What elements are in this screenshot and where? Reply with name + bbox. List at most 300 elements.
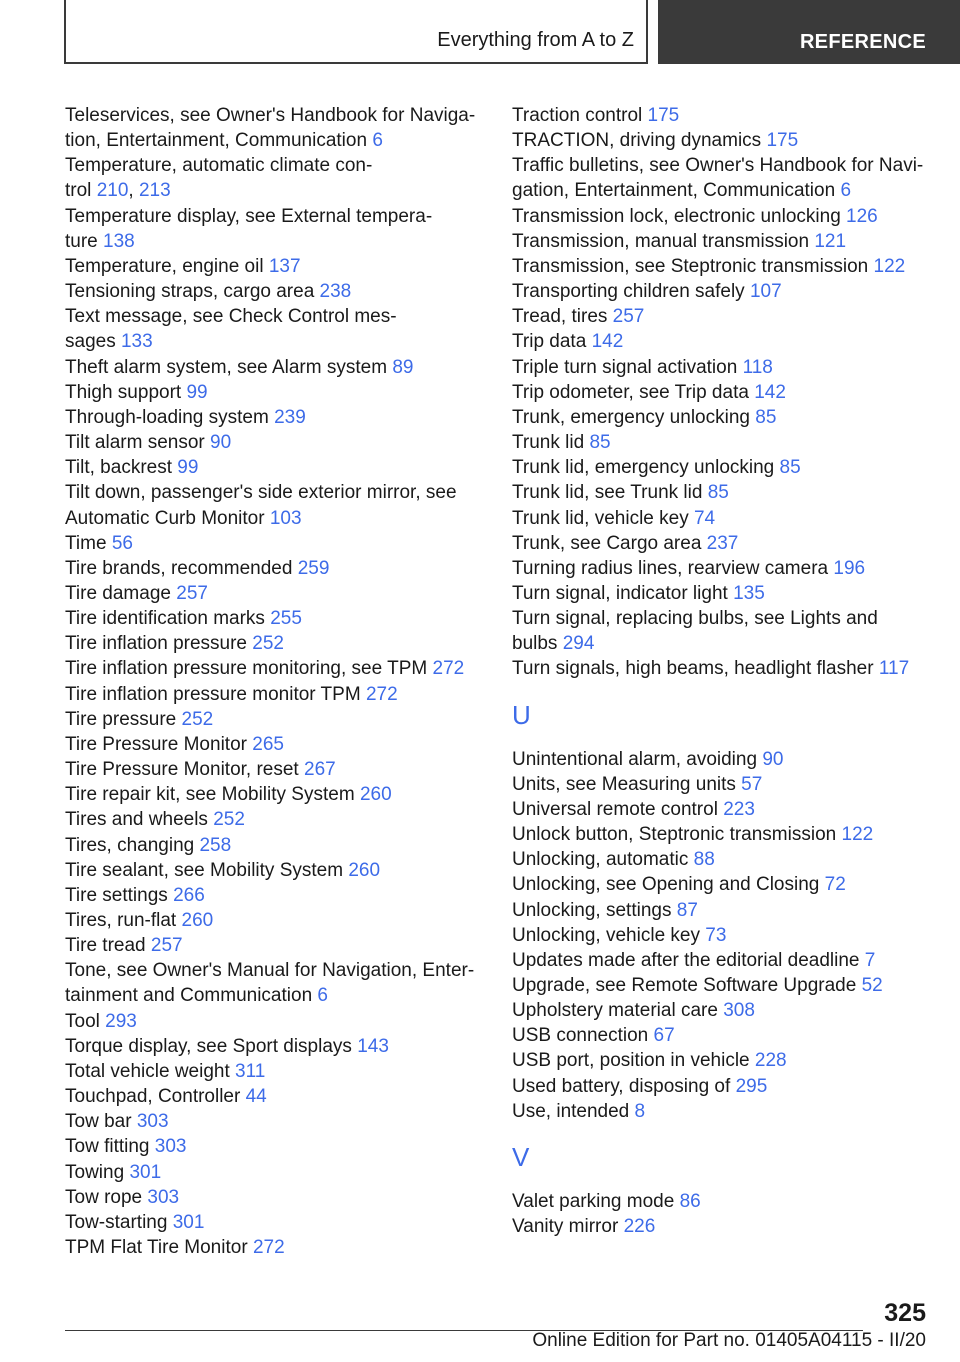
index-entry (512, 531, 942, 556)
index-entry-text: Used battery, disposing of (512, 1075, 731, 1097)
index-entry (512, 455, 942, 480)
page-link[interactable]: 6 (840, 180, 852, 202)
index-entry-text: Triple turn signal activation (512, 356, 738, 378)
index-entry-text: Touchpad, Controller (65, 1086, 241, 1108)
index-entry-line (65, 807, 485, 832)
index-entry (512, 898, 942, 923)
index-entry-line (65, 1185, 485, 1210)
index-entry (65, 1009, 485, 1034)
index-entry (512, 380, 942, 405)
page-link[interactable]: 295 (735, 1075, 768, 1097)
index-entry (512, 304, 942, 329)
page-link[interactable]: 121 (814, 230, 847, 252)
page-link[interactable]: 8 (634, 1100, 646, 1122)
index-entry-text: Tires and wheels (65, 809, 208, 831)
index-entry-line (512, 747, 942, 772)
page-link[interactable]: 6 (317, 985, 328, 1007)
index-entry (512, 1074, 942, 1099)
index-entry-line (512, 455, 942, 480)
index-entry-line (512, 254, 942, 279)
index-entry-line: trol 210, 213 (65, 180, 171, 202)
index-entry (512, 1099, 942, 1124)
index-entry-text: trol (65, 180, 92, 202)
index-entry-line (512, 430, 942, 455)
index-entry-text: Tires, run-flat (65, 910, 177, 931)
index-entry (65, 1235, 485, 1260)
index-entry (512, 847, 942, 872)
index-entry-text: Upholstery material care (512, 1000, 718, 1022)
index-entry (65, 958, 485, 1008)
index-entry-text: Unlocking, settings (512, 899, 672, 921)
page-link[interactable]: 252 (252, 633, 284, 655)
index-entry-text: Tire tread (65, 935, 146, 957)
index-entry-line (512, 279, 942, 304)
index-entry-text: Tow-starting (65, 1211, 168, 1233)
page-link[interactable]: 90 (762, 748, 784, 770)
index-entry-text: Through-loading system (65, 406, 269, 428)
index-entry (512, 923, 942, 948)
page-link[interactable]: 6 (372, 130, 383, 152)
page-link[interactable]: 135 (733, 582, 765, 604)
index-entry (65, 581, 485, 606)
index-entry (512, 772, 942, 797)
page-link[interactable]: 260 (181, 910, 214, 931)
index-entry-line (512, 229, 942, 254)
index-entry (65, 682, 485, 707)
index-entry-text: Tow bar (65, 1111, 132, 1133)
index-entry (65, 1084, 485, 1109)
index-entry (512, 556, 942, 581)
index-entry-text: Tilt down, passenger's side exterior mirror, see (65, 482, 457, 504)
page-link[interactable]: 90 (210, 432, 232, 454)
index-entry (512, 1023, 942, 1048)
index-entry-line (65, 631, 485, 656)
index-entry-text: gation, Entertainment, Communication (512, 180, 836, 202)
index-entry (65, 782, 485, 807)
index-entry (65, 480, 485, 530)
index-entry-text: USB connection (512, 1025, 649, 1047)
index-entry-text: Automatic Curb Monitor (65, 507, 265, 529)
index-entry-line (512, 1048, 942, 1073)
index-entry (512, 822, 942, 847)
page-link[interactable]: 137 (268, 255, 301, 277)
index-entry-line (65, 656, 485, 681)
index-entry-text: Trunk, emergency unlocking (512, 406, 750, 428)
page-link[interactable]: 44 (245, 1086, 267, 1108)
index-entry-text: Trip data (512, 331, 587, 353)
index-entry-text: Trunk, see Cargo area (512, 532, 702, 554)
index-entry-line (65, 833, 485, 858)
index-entry-text: Units, see Measuring units (512, 773, 736, 795)
index-entry (512, 656, 942, 681)
index-entry-text: Teleservices, see Owner's Handbook for Naviga- (65, 105, 476, 126)
page-link[interactable]: 138 (103, 230, 135, 252)
index-entry (512, 355, 942, 380)
page-link[interactable]: 56 (111, 532, 133, 554)
index-entry-text: Unlocking, vehicle key (512, 924, 700, 946)
index-entry (512, 872, 942, 897)
index-entry-line (512, 847, 942, 872)
index-entry-line (65, 858, 485, 883)
index-entry (65, 1185, 485, 1210)
index-entry (65, 908, 485, 933)
page-number: 325 (884, 1299, 926, 1327)
page-link[interactable]: 311 (235, 1060, 266, 1082)
index-entry-text: Tire brands, recommended (65, 557, 293, 579)
index-entry (65, 355, 485, 380)
index-entry (65, 833, 485, 858)
page-link[interactable]: 143 (357, 1035, 389, 1057)
index-entry (65, 103, 485, 153)
index-entry-line (65, 1009, 485, 1034)
index-entry-text: Tow fitting (65, 1136, 150, 1158)
index-entry (65, 732, 485, 757)
index-entry-text: Temperature, automatic climate con- (65, 155, 373, 177)
reference-tab-label: REFERENCE (799, 31, 926, 53)
index-entry-text: Tire identification marks (65, 608, 265, 630)
index-entry (512, 1048, 942, 1073)
page-link[interactable]: 99 (177, 457, 199, 479)
index-entry-text: TRACTION, driving dynamics (512, 130, 762, 152)
page-link[interactable]: 52 (861, 975, 883, 996)
index-entry-text: TPM Flat Tire Monitor (65, 1237, 248, 1259)
index-entry-text: Vanity mirror (512, 1216, 619, 1238)
index-entry-line (65, 153, 485, 178)
index-entry-line (65, 355, 485, 380)
index-entry (65, 204, 485, 254)
index-entry (512, 480, 942, 505)
index-entry-line (65, 204, 485, 229)
section-title: Everything from A to Z (437, 29, 634, 51)
index-entry (512, 998, 942, 1023)
index-entry-line (65, 405, 485, 430)
index-entry-text: tainment and Communication (65, 985, 313, 1007)
page-link[interactable]: 7 (864, 949, 876, 971)
index-entry-line (512, 178, 942, 203)
index-entry (512, 747, 942, 772)
index-entry-text: Universal remote control (512, 798, 718, 820)
index-entry (512, 973, 942, 998)
index-entry (65, 455, 485, 480)
index-entry (65, 556, 485, 581)
index-entry (512, 254, 942, 279)
index-entry-line (512, 380, 942, 405)
index-entry-text: bulbs (512, 633, 558, 655)
index-entry-text: Tool (65, 1010, 100, 1032)
index-entry-line (512, 998, 942, 1023)
index-entry (65, 606, 485, 631)
index-entry-text: Trip odometer, see Trip data (512, 381, 749, 403)
index-letter-heading: V (512, 1141, 530, 1172)
page-link[interactable]: 272 (365, 683, 398, 705)
page-link[interactable]: 142 (591, 331, 624, 353)
index-entry-line (512, 1099, 942, 1124)
index-entry-text: Trunk lid, see Trunk lid (512, 482, 703, 504)
page-link[interactable]: 265 (252, 733, 284, 755)
index-entry (65, 1134, 485, 1159)
page-link[interactable]: 99 (186, 381, 208, 403)
index-entry-line (512, 656, 942, 681)
index-entry-line (65, 883, 485, 908)
index-entry-text: Unlocking, automatic (512, 849, 689, 871)
index-entry-text: Time (65, 532, 107, 554)
index-entry (512, 103, 942, 128)
index-entry (512, 1214, 942, 1239)
index-entry-line (512, 923, 942, 948)
page-link[interactable]: 257 (150, 935, 183, 957)
page-link[interactable]: 303 (136, 1111, 169, 1133)
index-entry-text: Tire Pressure Monitor (65, 733, 247, 755)
index-column-left (65, 103, 485, 1260)
page-link[interactable]: 87 (676, 899, 698, 921)
page-link[interactable]: 267 (304, 759, 336, 781)
page-link[interactable]: 301 (172, 1211, 205, 1233)
index-entry-text: Valet parking mode (512, 1190, 675, 1212)
page-link[interactable]: 122 (873, 255, 906, 277)
page-link[interactable]: 73 (705, 924, 727, 946)
index-entry-line (65, 1084, 485, 1109)
reference-tab[interactable] (658, 0, 960, 64)
page-link[interactable]: 72 (824, 874, 846, 896)
index-entry-line (512, 405, 942, 430)
index-entry (65, 1034, 485, 1059)
index-entry (512, 606, 942, 656)
page-link[interactable]: 308 (723, 1000, 755, 1022)
page-link[interactable]: 107 (749, 281, 782, 303)
index-entry (512, 204, 942, 229)
page-link[interactable]: 122 (841, 824, 874, 846)
index-entry-line (65, 1059, 485, 1084)
index-entry-text: Torque display, see Sport displays (65, 1035, 352, 1057)
index-entry-text: Turn signal, indicator light (512, 582, 728, 604)
index-entry-line (512, 973, 942, 998)
page-link[interactable]: 86 (679, 1190, 701, 1212)
index-entry-text: Tires, changing (65, 834, 195, 856)
page-link[interactable]: 117 (878, 658, 910, 680)
page-link[interactable]: 257 (176, 582, 208, 604)
index-entry-text: Turning radius lines, rearview camera (512, 557, 829, 579)
page-link[interactable]: 301 (129, 1161, 162, 1183)
index-entry-line (65, 556, 485, 581)
index-entry-line (512, 153, 942, 178)
index-entry-line (65, 279, 485, 304)
index-entry (65, 279, 485, 304)
index-entry-text: Tone, see Owner's Manual for Navigation, Enter- (65, 960, 475, 982)
index-entry (512, 430, 942, 455)
index-entry-line (512, 898, 942, 923)
page-link[interactable]: 67 (653, 1025, 675, 1047)
index-entry-line (65, 1210, 485, 1235)
index-entry-line (65, 757, 485, 782)
page-link[interactable]: 118 (742, 356, 773, 378)
page-link[interactable]: 89 (392, 356, 414, 378)
index-entry-line (512, 1189, 942, 1214)
index-entry-line (65, 229, 485, 254)
page-link[interactable]: 260 (348, 859, 381, 881)
page-link[interactable]: 303 (154, 1136, 187, 1158)
page-link[interactable]: 257 (612, 306, 645, 328)
index-entry-line (65, 1109, 485, 1134)
page-link[interactable]: 252 (181, 708, 214, 730)
index-entry (512, 279, 942, 304)
page-link[interactable]: 237 (706, 532, 739, 554)
index-entry-line (512, 304, 942, 329)
index-entry-text: Use, intended (512, 1100, 630, 1122)
page-link[interactable]: 303 (147, 1186, 180, 1208)
page-link[interactable]: 293 (105, 1010, 137, 1032)
page-link[interactable]: 258 (199, 834, 232, 856)
index-entry-text: Tire repair kit, see Mobility System (65, 784, 355, 806)
page-link[interactable]: 85 (755, 406, 777, 428)
page-link[interactable]: 210 (96, 180, 129, 202)
page-link[interactable]: 255 (270, 608, 302, 630)
index-entry-text: Tire damage (65, 582, 171, 604)
index-entry-text: Transmission, manual transmission (512, 230, 810, 252)
index-entry (65, 933, 485, 958)
index-entry-text: Theft alarm system, see Alarm system (65, 356, 388, 378)
index-entry-text: Updates made after the editorial deadline (512, 949, 860, 971)
index-entry-line (65, 304, 485, 329)
page-link[interactable]: 88 (693, 849, 715, 871)
page-link[interactable]: 213 (138, 180, 171, 202)
page-link[interactable]: 259 (297, 557, 330, 579)
index-entry (512, 506, 942, 531)
index-entry (65, 1109, 485, 1134)
index-entry (512, 405, 942, 430)
index-entry-text: Unlock button, Steptronic transmission (512, 824, 837, 846)
index-entry-line (512, 204, 942, 229)
index-entry-line (65, 1034, 485, 1059)
index-entry-text: Trunk lid, emergency unlocking (512, 457, 775, 479)
index-entry-text: Traction control (512, 105, 643, 126)
page-link[interactable]: 294 (562, 633, 595, 655)
index-entry (512, 948, 942, 973)
index-entry-text: Tire inflation pressure monitoring, see TPM (65, 658, 428, 680)
index-entry-line (65, 455, 485, 480)
index-entry (65, 807, 485, 832)
index-entry (512, 229, 942, 254)
index-entry (65, 153, 485, 203)
index-entry (65, 883, 485, 908)
section-header (64, 0, 648, 64)
page-link[interactable]: 74 (693, 507, 716, 529)
index-entry (65, 531, 485, 556)
index-entry-text: Transporting children safely (512, 281, 745, 303)
index-entry-text: Unlocking, see Opening and Closing (512, 874, 820, 896)
index-entry (65, 757, 485, 782)
index-entry-line (512, 872, 942, 897)
index-entry-line (512, 128, 942, 153)
index-entry (512, 797, 942, 822)
index-entry-line (512, 948, 942, 973)
index-entry-line (512, 822, 942, 847)
index-entry (65, 707, 485, 732)
index-entry (65, 1160, 485, 1185)
index-entry-text: Total vehicle weight (65, 1060, 230, 1082)
page-link[interactable]: 85 (779, 457, 801, 479)
index-entry (512, 128, 942, 153)
index-entry-line (512, 1023, 942, 1048)
index-entry-line (512, 556, 942, 581)
page-link[interactable]: 133 (120, 331, 153, 353)
page-link[interactable]: 175 (647, 105, 680, 126)
index-entry-text: Trunk lid (512, 432, 585, 454)
index-entry-line (512, 1074, 942, 1099)
index-entry-line (512, 772, 942, 797)
index-entry-text: tion, Entertainment, Communication (65, 130, 368, 152)
index-entry-line (65, 933, 485, 958)
page-link[interactable]: 239 (274, 406, 306, 428)
index-entry-line (512, 797, 942, 822)
footer-text: Online Edition for Part no. 01405A04115 - II/20 (532, 1330, 926, 1351)
index-entry (65, 430, 485, 455)
index-entry-line (65, 1235, 485, 1260)
page-link[interactable]: 196 (833, 557, 866, 579)
page-link[interactable]: 85 (707, 482, 729, 504)
page-link[interactable]: 126 (846, 205, 878, 227)
page-link[interactable]: 175 (766, 130, 799, 152)
index-entry-text: Tilt, backrest (65, 457, 172, 479)
index-entry-line (512, 606, 942, 631)
page-link[interactable]: 226 (623, 1216, 656, 1238)
index-entry (65, 1059, 485, 1084)
page-link[interactable]: 142 (754, 381, 786, 403)
index-entry-line (512, 480, 942, 505)
index-entry-line (65, 506, 485, 531)
index-entry-text: Temperature display, see External tempera- (65, 205, 433, 227)
index-entry-line (65, 958, 485, 983)
index-entry-text: USB port, position in vehicle (512, 1050, 750, 1072)
index-entry (512, 581, 942, 606)
index-entry (65, 254, 485, 279)
index-entry-line (512, 506, 942, 531)
index-entry (65, 858, 485, 883)
index-entry (65, 405, 485, 430)
index-entry (65, 304, 485, 354)
page-link[interactable]: 252 (213, 809, 245, 831)
index-entry-line (512, 581, 942, 606)
index-entry-text: Traffic bulletins, see Owner's Handbook for Navi- (512, 155, 924, 177)
index-entry-line (512, 631, 942, 656)
index-entry-line (65, 606, 485, 631)
page-link[interactable]: 103 (269, 507, 302, 529)
index-entry-line (65, 707, 485, 732)
index-entry-text: Upgrade, see Remote Software Upgrade (512, 975, 857, 996)
index-entry-text: Tire pressure (65, 708, 177, 730)
page-link[interactable]: 272 (432, 658, 465, 680)
page-link[interactable]: 85 (589, 432, 611, 454)
index-entry-text: Turn signal, replacing bulbs, see Lights and (512, 608, 878, 630)
index-column-right (512, 103, 942, 1239)
index-entry-text: Towing (65, 1161, 125, 1183)
index-entry-line (65, 581, 485, 606)
index-entry (65, 1210, 485, 1235)
page-link[interactable]: 260 (359, 784, 392, 806)
page-link[interactable]: 223 (723, 798, 755, 820)
index-entry-line (65, 380, 485, 405)
index-entry-line (65, 908, 485, 933)
page-link[interactable]: 238 (319, 281, 352, 303)
index-entry-line (512, 1214, 942, 1239)
page-link[interactable]: 272 (252, 1237, 285, 1259)
page-link[interactable]: 266 (173, 884, 205, 906)
index-entry-line (512, 355, 942, 380)
index-entry-line (65, 531, 485, 556)
page-link[interactable]: 57 (741, 773, 763, 795)
page-link[interactable]: 228 (754, 1050, 787, 1072)
index-entry-line (65, 329, 485, 354)
index-entry-line (65, 1160, 485, 1185)
